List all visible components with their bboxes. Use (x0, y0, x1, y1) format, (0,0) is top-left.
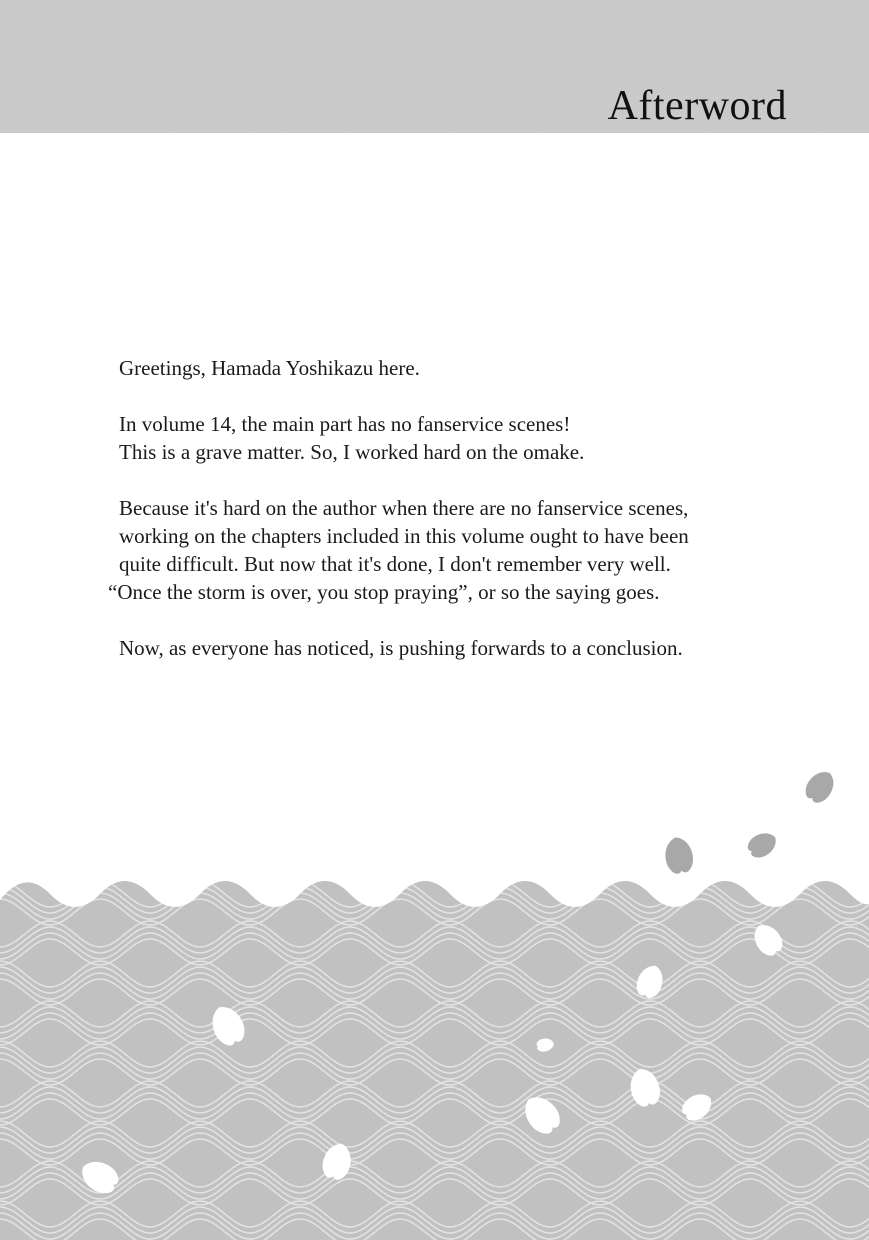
text-line: quite difficult. But now that it's done, I don't remember very well. (119, 552, 671, 576)
paragraph-fanservice (108, 494, 819, 606)
text-line: In volume 14, the main part has no fanservice scenes! (119, 412, 571, 436)
page-title: Afterword (607, 83, 787, 129)
paragraph-volume (119, 410, 819, 466)
greeting-line: Greetings, Hamada Yoshikazu here. (119, 356, 420, 380)
saying-line: “Once the storm is over, you stop praying”, or so the saying goes. (108, 580, 660, 604)
wave-line (0, 870, 869, 879)
text-line: This is a grave matter. So, I worked hard on the omake. (119, 440, 585, 464)
conclusion-line: Now, as everyone has noticed, is pushing forwards to a conclusion. (119, 636, 683, 660)
afterword-body (108, 354, 819, 662)
header-band (0, 0, 869, 133)
seigaiha-wave-pattern (0, 870, 869, 1240)
wave-line (0, 870, 869, 873)
text-line: Because it's hard on the author when there are no fanservice scenes, (119, 496, 689, 520)
text-line: working on the chapters included in this volume ought to have been (119, 524, 689, 548)
